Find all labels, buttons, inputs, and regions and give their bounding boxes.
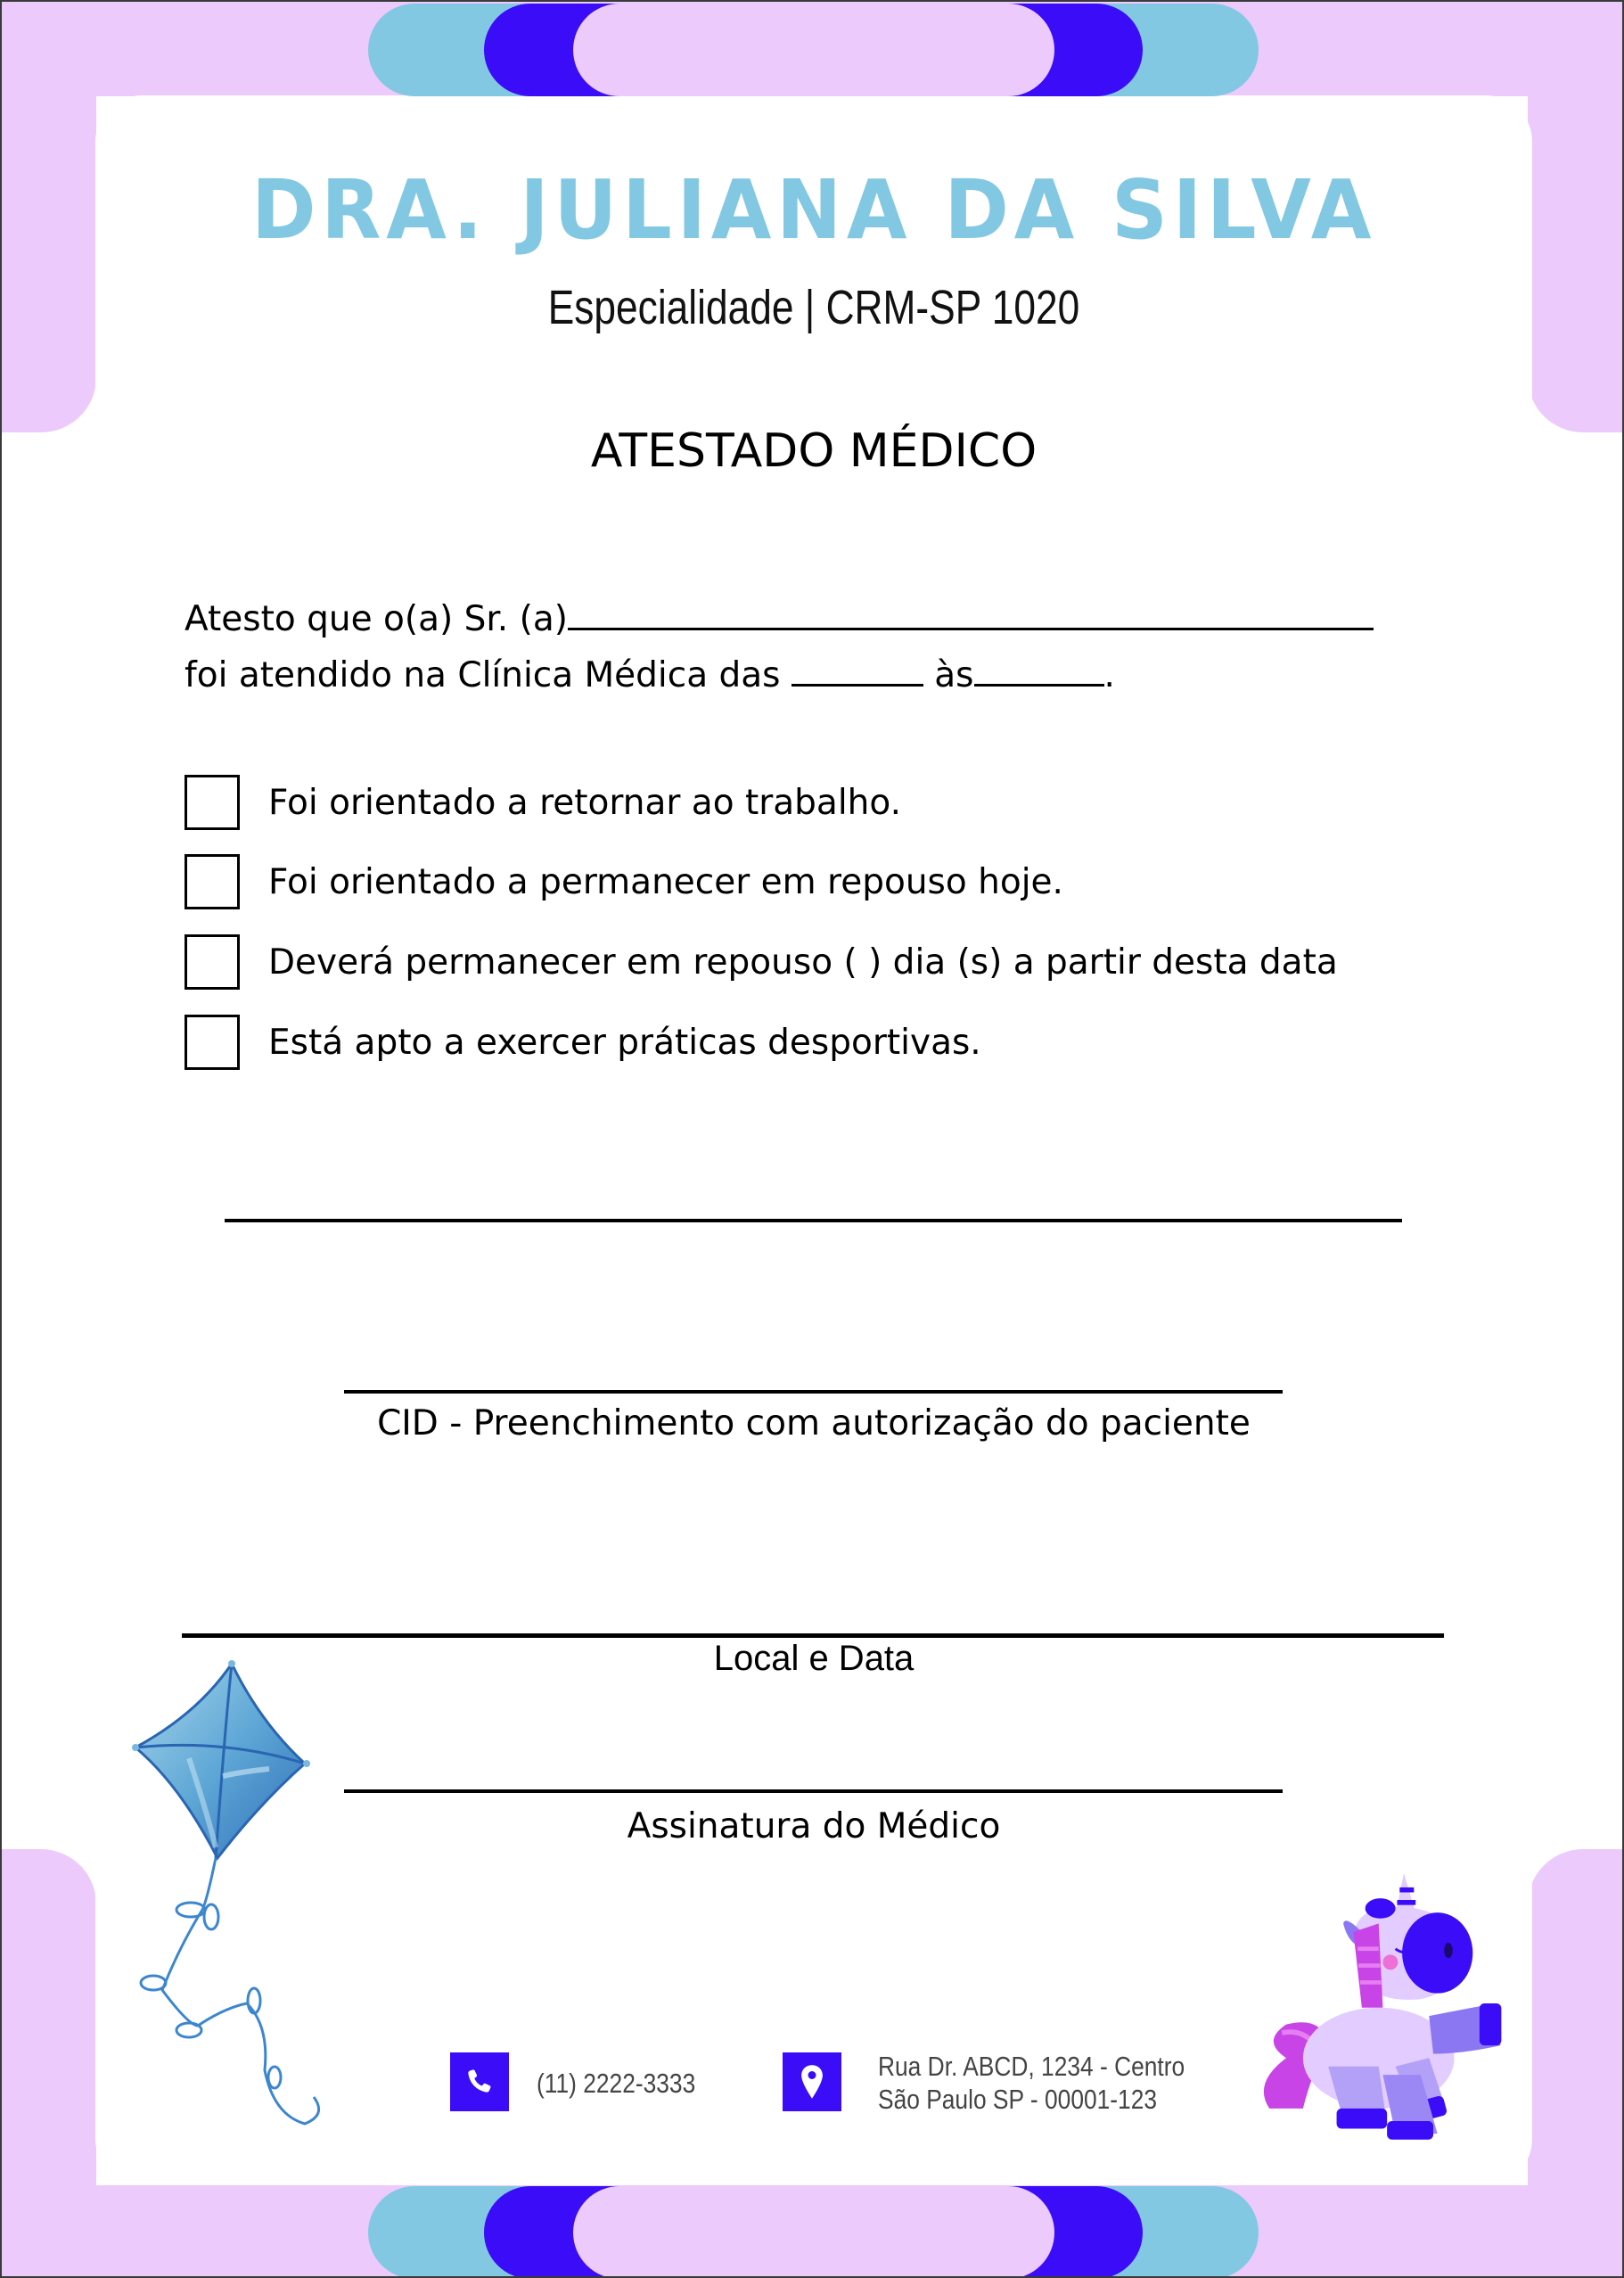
specialty-crm: Especialidade | CRM-SP 1020 — [547, 281, 1080, 334]
address — [878, 2050, 1185, 2116]
local-date-caption: Local e Data — [713, 1639, 915, 1678]
cid-line[interactable] — [344, 1390, 1283, 1394]
patient-name-field[interactable] — [568, 594, 1374, 630]
option-return-to-work — [185, 775, 901, 830]
attendance-suffix: . — [1103, 655, 1115, 695]
signature-line[interactable] — [344, 1789, 1283, 1793]
unicorn-illustration — [1232, 1856, 1517, 2151]
attendance-mid: às — [923, 655, 974, 695]
patient-line-label: Atesto que o(a) Sr. (a) — [185, 599, 568, 639]
option-label: Foi orientado a retornar ao trabalho. — [268, 782, 901, 823]
location-icon-box — [783, 2052, 841, 2111]
signature-caption: Assinatura do Médico — [627, 1806, 1001, 1846]
phone-icon — [464, 2067, 495, 2097]
checkbox-return-to-work[interactable] — [185, 775, 240, 830]
phone-icon-box — [450, 2052, 509, 2111]
option-sports-fit — [185, 1015, 981, 1070]
corner-bottom-left — [2, 1849, 96, 2278]
document-title: ATESTADO MÉDICO — [590, 424, 1038, 478]
option-label: Está apto a exercer práticas desportivas. — [268, 1022, 981, 1063]
corner-bottom-right — [1528, 1849, 1622, 2278]
time-from-field[interactable] — [791, 650, 923, 687]
cid-caption: CID - Preenchimento com autorização do paciente — [377, 1403, 1251, 1443]
bottom-pill-inner — [573, 2186, 1054, 2278]
time-to-field[interactable] — [974, 650, 1104, 687]
checkbox-rest-days[interactable] — [185, 934, 240, 990]
notes-line[interactable] — [225, 1219, 1402, 1222]
option-label: Deverá permanecer em repouso ( ) dia (s) a partir desta data — [268, 942, 1338, 983]
checkbox-sports-fit[interactable] — [185, 1015, 240, 1070]
address-line-1: Rua Dr. ABCD, 1234 - Centro — [878, 2051, 1185, 2082]
attendance-label: foi atendido na Clínica Médica das — [185, 655, 791, 695]
phone-number: (11) 2222-3333 — [537, 2068, 696, 2099]
patient-line — [185, 594, 1374, 639]
top-pill-inner — [573, 4, 1054, 96]
attendance-line — [185, 650, 1115, 695]
kite-illustration — [127, 1651, 340, 2151]
map-pin-icon — [799, 2064, 825, 2100]
local-date-line[interactable] — [182, 1633, 1444, 1638]
option-rest-today — [185, 854, 1063, 909]
checkbox-rest-today[interactable] — [185, 854, 240, 909]
option-rest-days — [185, 934, 1338, 990]
doctor-name: DRA. JULIANA DA SILVA — [250, 162, 1377, 258]
address-line-2: São Paulo SP - 00001-123 — [878, 2084, 1158, 2115]
option-label: Foi orientado a permanecer em repouso hoje. — [268, 861, 1063, 902]
